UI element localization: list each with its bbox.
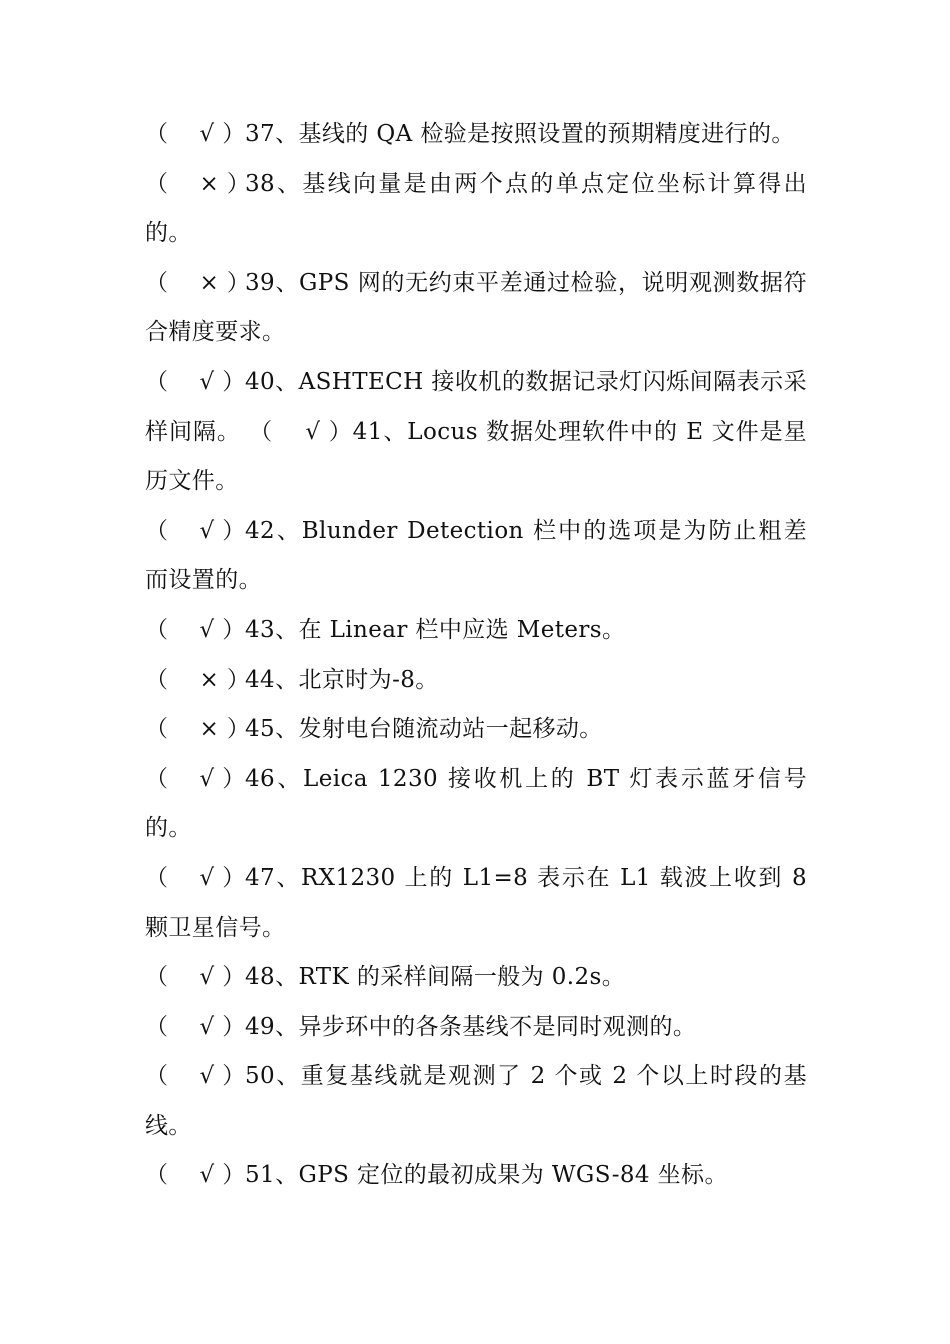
answer-mark: （ √ ） (145, 1013, 246, 1040)
question-text: 51、GPS 定位的最初成果为 WGS-84 坐标。 (245, 1162, 728, 1189)
question-43 (145, 606, 807, 656)
answer-mark: （ √ ） (145, 121, 246, 147)
answer-mark: （ × ） (145, 269, 251, 296)
question-text: 43、在 Linear 栏中应选 Meters。 (245, 616, 626, 643)
answer-mark: （ √ ） (145, 1162, 246, 1189)
question-45 (145, 705, 807, 755)
question-38 (145, 160, 807, 259)
answer-mark: （ √ ） (145, 368, 246, 395)
question-50 (145, 1052, 807, 1151)
question-text: 49、异步环中的各条基线不是同时观测的。 (245, 1013, 697, 1040)
answer-mark: （ × ） (145, 716, 251, 743)
question-text: 37、基线的 QA 检验是按照设置的预期精度进行的。 (245, 121, 795, 147)
question-text: 50、重复基线就是观测了 2 个或 2 个以上时段的基线。 (145, 1063, 807, 1139)
answer-mark: （ √ ） (145, 616, 246, 643)
answer-mark: （ √ ） (145, 765, 246, 792)
answer-mark: （ √ ） (145, 1063, 246, 1090)
answer-mark: （ × ） (145, 170, 251, 197)
question-40-41 (145, 358, 807, 507)
question-42 (145, 507, 807, 606)
question-text: 48、RTK 的采样间隔一般为 0.2s。 (245, 964, 626, 991)
question-39 (145, 259, 807, 358)
question-46 (145, 755, 807, 854)
answer-mark: （ × ） (145, 666, 251, 693)
question-text: 42、Blunder Detection 栏中的选项是为防止粗差而设置的。 (145, 517, 807, 594)
question-text: 44、北京时为-8。 (245, 666, 439, 693)
question-text: 45、发射电台随流动站一起移动。 (245, 716, 603, 743)
question-47 (145, 854, 807, 953)
document-page (145, 110, 807, 1201)
question-49 (145, 1003, 807, 1053)
question-text: 38、基线向量是由两个点的单点定位坐标计算得出的。 (145, 170, 807, 247)
question-text: 40、ASHTECH 接收机的数据记录灯闪烁间隔表示采样间隔。 （ √ ）41、Locus 数据处理软件中的 E 文件是星历文件。 (145, 368, 807, 495)
question-text: 39、GPS 网的无约束平差通过检验，说明观测数据符合精度要求。 (145, 269, 807, 346)
question-text: 46、Leica 1230 接收机上的 BT 灯表示蓝牙信号的。 (145, 765, 807, 842)
question-51 (145, 1151, 807, 1201)
question-text: 47、RX1230 上的 L1=8 表示在 L1 载波上收到 8 颗卫星信号。 (145, 864, 807, 941)
question-37 (145, 110, 807, 160)
answer-mark: （ √ ） (145, 517, 246, 544)
answer-mark: （ √ ） (145, 964, 246, 991)
question-48 (145, 953, 807, 1003)
question-44 (145, 656, 807, 706)
answer-mark: （ √ ） (145, 864, 246, 891)
